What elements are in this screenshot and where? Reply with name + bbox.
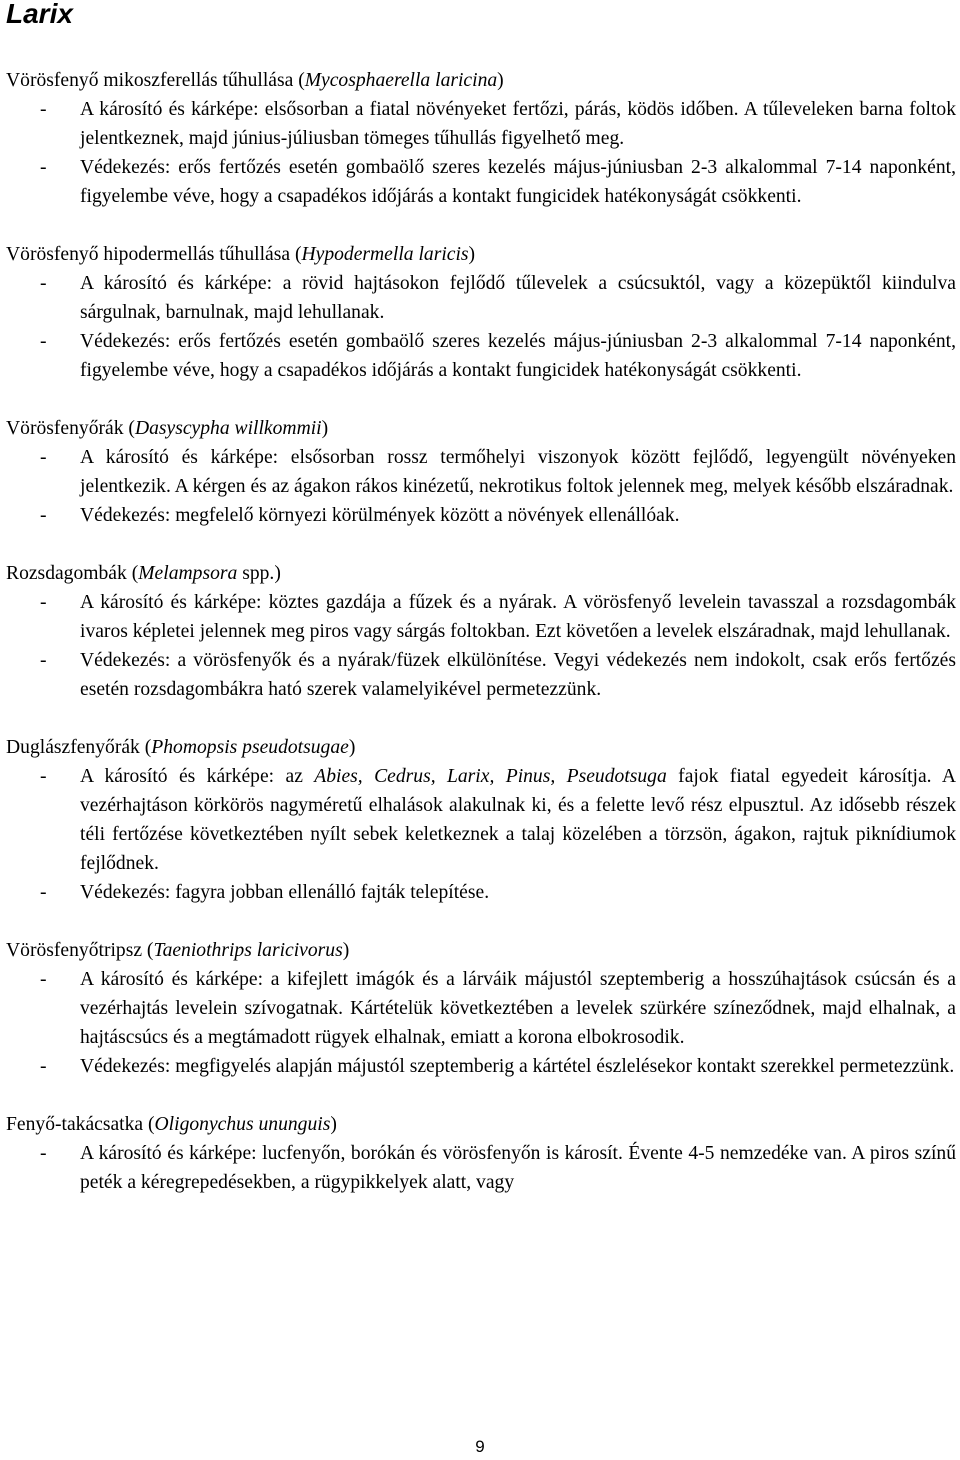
document-title: Larix [6,0,73,29]
section-taeniothrips [6,936,956,1081]
heading-text-end: ) [348,737,356,758]
dash-bullet: - [40,766,47,787]
dash-bullet: - [40,331,47,352]
dash-bullet: - [40,969,47,990]
list-item [6,878,956,907]
heading-latin-name: Hypodermella laricis [301,244,469,265]
item-text: A károsító és kárképe: a rövid hajtásokon fejlődő tűlevelek a csúcsuktól, vagy a közepüktől kiindulva sárgulnak, barnulnak, majd lehullanak. [80,273,956,323]
dash-bullet: - [40,650,47,671]
heading-latin-name: Mycosphaerella laricina [304,70,498,91]
item-text: Védekezés: erős fertőzés esetén gombaölő szeres kezelés május-júniusban 2-3 alkalommal 7-14 naponként, figyelembe véve, hogy a csapadékos időjárás a kontakt fungicidek hatékonyságát csökkenti. [80,331,956,381]
item-text: Védekezés: megfigyelés alapján májustól szeptemberig a kártétel észlelésekor kontakt szerekkel permetezzünk. [80,1056,955,1077]
item-text-end: fajok fiatal egyedeit károsítja. A vezérhajtáson körkörös nagyméretű elhalások alakulnak ki, és a felette levő rész elpusztul. Az idősebb részek téli fertőzése következtében nyílt sebek keletkeznek a talaj közelében a törzsön, ágakon, rajtuk piknídiumok fejlődnek. [80,766,957,874]
section-heading [6,1110,956,1139]
heading-text: Vörösfenyő mikoszferellás tűhullása ( [6,70,305,91]
item-text: A károsító és kárképe: köztes gazdája a fűzek és a nyárak. A vörösfenyő levelein tavasszal a rozsdagombák ivaros képletei jelennek meg piros vagy sárgás foltokban. Ezt követően a levelek elszáradnak, majd lehullanak. [80,592,956,642]
item-latin-names: Abies, Cedrus, Larix, Pinus, Pseudotsuga [314,766,667,787]
item-text: A károsító és kárképe: elsősorban a fiatal növényeket fertőzi, párás, ködös időben. A tűleveleken barna foltok jelentkeznek, majd június-júliusban tömeges tűhullás figyelhető meg. [80,99,956,149]
document-body [6,66,956,1226]
item-text: A károsító és kárképe: a kifejlett imágók és a lárváik májustól szeptemberig a hosszúhajtások csúcsán és a vezérhajtás levelein szívogatnak. Kártételük következtében a levelek szürkére színeződnek, majd elhalnak, a hajtáscsúcs és a megtámadott rügyek elhalnak, emiatt a korona elbokrosodik. [80,969,956,1048]
item-text: A károsító és kárképe: az [80,766,315,787]
list-item [6,1052,956,1081]
heading-text-end: ) [497,70,504,91]
heading-text: Vörösfenyőrák ( [6,418,135,439]
heading-text: Duglászfenyőrák ( [6,737,152,758]
list-item [6,327,956,385]
list-item [6,1139,956,1197]
heading-text: Vörösfenyőtripsz ( [6,940,154,961]
heading-latin-name: Dasyscypha willkommii [134,418,322,439]
list-item [6,95,956,153]
heading-text-end: ) [330,1114,337,1135]
heading-latin-name: Phomopsis pseudotsugae [151,737,349,758]
heading-text: Vörösfenyő hipodermellás tűhullása ( [6,244,302,265]
list-item [6,443,956,501]
section-oligonychus [6,1110,956,1197]
page-number: 9 [475,1437,485,1456]
dash-bullet: - [40,1143,47,1164]
item-text: A károsító és kárképe: elsősorban rossz termőhelyi viszonyok között fejlődő, legyengült növényeken jelentkezik. A kérgen és az ágakon rákos kinézetű, nekrotikus foltok jelennek meg, melyek később elszáradnak. [80,447,956,497]
list-item [6,153,956,211]
heading-text-end: spp.) [237,563,281,584]
dash-bullet: - [40,592,47,613]
list-item [6,646,956,704]
list-item [6,501,956,530]
dash-bullet: - [40,882,47,903]
dash-bullet: - [40,1056,47,1077]
item-text: Védekezés: megfelelő környezi körülmények között a növények ellenállóak. [80,505,680,526]
heading-latin-name: Melampsora [138,563,238,584]
section-heading [6,936,956,965]
item-text: A károsító és kárképe: lucfenyőn, borókán és vörösfenyőn is károsít. Évente 4-5 nemzedéke van. A piros színű peték a kéregrepedésekben, a rügypikkelyek alatt, vagy [80,1143,956,1193]
item-text: Védekezés: a vörösfenyők és a nyárak/füzek elkülönítése. Vegyi védekezés nem indokolt, csak erős fertőzés esetén rozsdagombákra ható szerek valamelyikével permetezzünk. [80,650,956,700]
section-heading [6,240,956,269]
item-text: Védekezés: erős fertőzés esetén gombaölő szeres kezelés május-júniusban 2-3 alkalommal 7-14 naponként, figyelembe véve, hogy a csapadékos időjárás a kontakt fungicidek hatékonyságát csökkenti. [80,157,956,207]
dash-bullet: - [40,157,47,178]
list-item [6,269,956,327]
section-heading [6,559,956,588]
heading-text-end: ) [468,244,476,265]
heading-text: Fenyő-takácsatka ( [6,1114,155,1135]
dash-bullet: - [40,505,47,526]
list-item [6,588,956,646]
section-heading [6,414,956,443]
heading-text-end: ) [321,418,329,439]
list-item [6,762,956,878]
dash-bullet: - [40,447,47,468]
dash-bullet: - [40,273,47,294]
section-phomopsis [6,733,956,907]
heading-latin-name: Taeniothrips laricivorus [153,940,343,961]
heading-text: Rozsdagombák ( [6,563,139,584]
section-hypodermella [6,240,956,385]
dash-bullet: - [40,99,47,120]
section-melampsora [6,559,956,704]
heading-text-end: ) [342,940,350,961]
heading-latin-name: Oligonychus ununguis [154,1114,331,1135]
section-dasyscypha [6,414,956,530]
section-mycosphaerella [6,66,956,211]
item-text: Védekezés: fagyra jobban ellenálló fajták telepítése. [80,882,490,903]
section-heading [6,733,956,762]
list-item [6,965,956,1052]
section-heading [6,66,956,95]
